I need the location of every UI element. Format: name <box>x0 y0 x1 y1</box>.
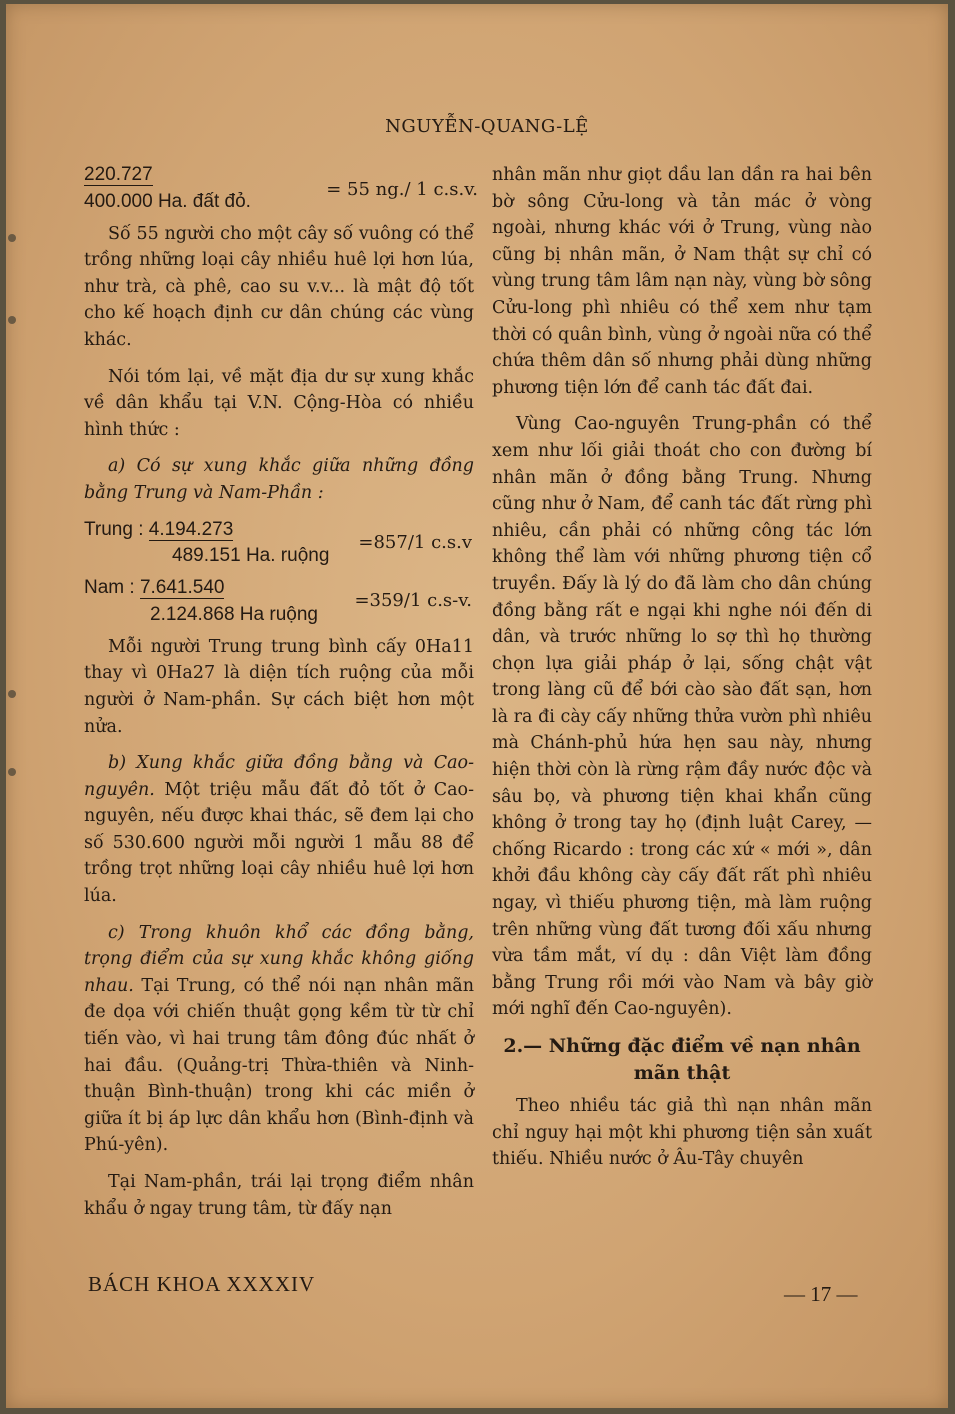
eq1-result: = 55 ng./ 1 c.s.v. <box>326 179 478 200</box>
subheading-a: a) Có sự xung khắc giữa những đồng bằng Trung và Nam-Phần : <box>84 456 474 503</box>
equation-nam <box>84 575 474 628</box>
subheading-c: c) Trong khuôn khổ các đồng bằng, trọng điểm của sự xung khắc không giống nhau. <box>84 922 474 996</box>
eq2-label: Trung : <box>84 518 149 540</box>
running-header: NGUYỄN-QUANG-LỆ <box>385 116 589 137</box>
paragraph: Số 55 người cho một cây số vuông có thể trồng những loại cây nhiều huê lợi hơn lúa, như trà, cà phê, cao su v.v... là mật độ tốt cho kế hoạch định cư dân chúng các vùng khác. <box>84 223 474 350</box>
page-number: — 17 — <box>784 1282 858 1306</box>
paragraph: Vùng Cao-nguyên Trung-phần có thể xem như lối giải thoát cho con đường bí nhân mãn ở đồng bằng Trung. Nhưng cũng như ở Nam, để canh tác đất rừng phì nhiêu, cần phải có những công tác lớn không thể làm với những phương tiện cổ truyền. Đấy là lý do đã làm cho dân chúng đồng bằng rất e ngại khi nghe nói đến di dân, và trước những lo sợ thì họ thường chọn lựa giải pháp ở lại, sống chật vật trong làng cũ để bới cào sào đất sạn, hơn là ra đi cày cấy những thửa vườn phì nhiêu mà Chánh-phủ hứa hẹn sau này, nhưng hiện thời còn là rừng rậm đầy nước độc và sâu bọ, và phương tiện khai khẩn cũng không ở trong tay họ (định luật Carey, — chống Ricardo : trong các xứ « mới », dân khởi đầu không cày cấy đất rất phì nhiêu ngay, vì thiếu phương tiện, mà làm ruộng trên những vùng đất tương đối xấu nhưng vừa tầm mắt, ví dụ : dân Việt làm đồng bằng Trung rồi mới vào Nam và bây giờ mới nghĩ đến Cao-nguyên). <box>492 414 872 1020</box>
left-column <box>84 162 478 1232</box>
binding-hole <box>8 690 16 698</box>
book-page <box>6 4 948 1408</box>
paragraph: Mỗi người Trung trung bình cấy 0Ha11 thay vì 0Ha27 là diện tích ruộng của mỗi người ở Nam-phần. Sự cách biệt hơn một nửa. <box>84 636 474 737</box>
eq3-denominator: 2.124.868 Ha ruộng <box>150 603 318 625</box>
paragraph: Nói tóm lại, về mặt địa dư sự xung khắc về dân khẩu tại V.N. Cộng-Hòa có nhiều hình thức : <box>84 366 474 440</box>
paragraph: Theo nhiều tác giả thì nạn nhân mãn chỉ nguy hại một khi phương tiện sản xuất thiếu. Nhiều nước ở Âu-Tây chuyên <box>492 1096 872 1170</box>
magazine-footer: BÁCH KHOA XXXXIV <box>88 1272 316 1296</box>
binding-hole <box>8 316 16 324</box>
equation-red-soil <box>84 162 478 215</box>
section-heading: 2.— Những đặc điểm về nạn nhân mãn thật <box>503 1035 861 1084</box>
paragraph: Tại Nam-phần, trái lại trọng điểm nhân khẩu ở ngay trung tâm, từ đấy nạn <box>84 1172 474 1219</box>
paragraph-text: Tại Trung, có thể nói nạn nhân mãn đe dọa với chiến thuật gọng kềm từ từ chỉ tiến vào, vì hai trung tâm đông đúc nhất ở hai đầu. (Quảng-trị Thừa-thiên và Ninh-thuận Bình-thuận) trong khi các miền ở giữa ít bị áp lực dân khẩu hơn (Bình-định và Phú-yên). <box>84 975 474 1156</box>
right-column <box>492 162 872 1183</box>
eq3-result: =359/1 c.s-v. <box>354 590 472 612</box>
eq3-label: Nam : <box>84 577 140 599</box>
eq3-numerator: 7.641.540 <box>139 577 225 599</box>
eq2-numerator: 4.194.273 <box>148 518 234 540</box>
subheading-b: b) Xung khắc giữa đồng bằng và Cao-nguyên. <box>84 753 474 800</box>
eq1-numerator: 220.727 <box>84 164 153 185</box>
paragraph: nhân mãn như giọt dầu lan dần ra hai bên bờ sông Cửu-long và tản mác ở vòng ngoài, nhưng khác với ở Trung, vùng nào cũng bị nhân mãn, ở Nam thật sự chỉ có vùng trung tâm lâm nạn này, vùng bờ sông Cửu-long phì nhiêu có thể xem như tạm thời có quân bình, vùng ở ngoài nữa có thể chứa thêm dân số nhưng phải dùng những phương tiện lớn để canh tác đất đai. <box>492 165 872 398</box>
equation-trung <box>84 517 474 570</box>
paragraph-text: Một triệu mẫu đất đỏ tốt ở Cao-nguyên, nếu được khai thác, sẽ đem lại cho số 530.600 người mỗi người 1 mẫu 88 để trồng trọt những loại cây nhiều huê lợi hơn lúa. <box>84 779 474 907</box>
binding-hole <box>8 768 16 776</box>
binding-hole <box>8 234 16 242</box>
eq2-result: =857/1 c.s.v <box>358 531 472 553</box>
eq2-denominator: 489.151 Ha. ruộng <box>172 545 330 567</box>
eq1-denominator: 400.000 Ha. đất đỏ. <box>84 190 251 212</box>
